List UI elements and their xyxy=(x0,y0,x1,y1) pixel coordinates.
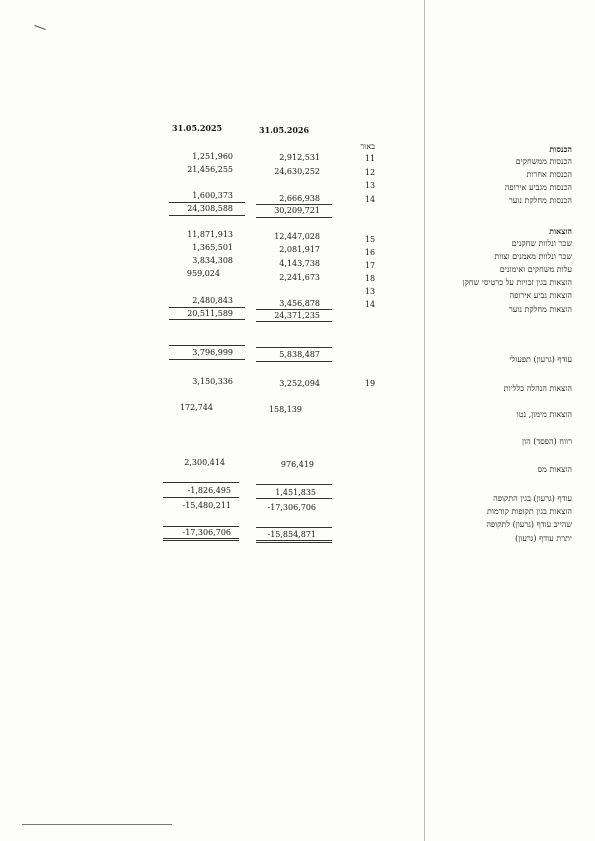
income-note: 12 xyxy=(364,168,376,177)
tax-value-2025: 2,300,414 xyxy=(184,458,225,467)
income-value-2025: 1,600,373 xyxy=(192,191,233,200)
balance-double-rule-2025-b xyxy=(163,540,239,541)
column-header-2025: 31.05.2025 xyxy=(172,123,223,133)
operating-value-2026: 5,838,487 xyxy=(279,350,320,359)
operating-top-rule-2026 xyxy=(256,347,332,348)
prior-expenses-label: הוצאות בגין תקופות קודמות xyxy=(487,507,572,516)
balance-double-rule-2026-b xyxy=(256,542,332,543)
balance-double-rule-2025-a xyxy=(163,538,239,539)
surplus-period-value-2026: 1,451,835 xyxy=(275,488,316,497)
expenses-total-2026: 24,371,235 xyxy=(274,311,320,320)
income-total-rule-2026 xyxy=(256,217,332,218)
income-value-2025: 1,251,960 xyxy=(192,152,233,161)
admin-note: 19 xyxy=(364,379,376,388)
income-value-2026: 24,630,252 xyxy=(274,167,320,176)
expenses-label: שכר ונלוות מאמנים וצוות xyxy=(494,252,572,261)
expenses-label: הוצאות מחלקת נוער xyxy=(508,305,572,314)
surplus-top-rule-2025 xyxy=(163,482,239,483)
expenses-note: 18 xyxy=(364,274,376,283)
bottom-scan-line xyxy=(22,824,172,825)
tax-value-2026: 976,419 xyxy=(280,460,314,469)
income-total-2025: 24,308,588 xyxy=(187,204,233,213)
scan-mark xyxy=(34,25,46,30)
prior-expenses-value-2026: -17,306,706 xyxy=(267,503,316,512)
surplus-period-value-2025: -1,826,495 xyxy=(187,486,231,495)
profit-label: רווח (הפסד) הון xyxy=(522,437,572,446)
expenses-note: 16 xyxy=(364,248,376,257)
expenses-label: עלות משחקים ואימונים xyxy=(499,265,572,274)
attributed-label: שהייב עודף (גרעון) לתקופה xyxy=(486,520,572,529)
income-label: הכנסות ממשחקים xyxy=(515,157,572,166)
expenses-value-2026: 4,143,738 xyxy=(279,259,320,268)
income-note: 13 xyxy=(364,181,376,190)
column-header-2026: 31.05.2026 xyxy=(259,125,310,135)
admin-value-2026: 3,252,094 xyxy=(279,379,320,388)
income-label: הכנסות אחרות xyxy=(526,170,572,179)
surplus-period-label: עודף (גרעון) בגין התקופה xyxy=(493,494,572,503)
surplus-bottom-rule-2026 xyxy=(256,498,332,499)
expenses-note: 14 xyxy=(364,300,376,309)
finance-label: הוצאות מימון, נטו xyxy=(516,410,572,419)
expenses-value-2026: 3,456,878 xyxy=(279,299,320,308)
expenses-label: שכר ונלוות שחקנים xyxy=(511,239,572,248)
expenses-note: 17 xyxy=(364,261,376,270)
expenses-total-rule-2026 xyxy=(256,321,332,322)
balance-value-2025: -17,306,706 xyxy=(182,528,231,537)
expenses-value-2026: 12,447,028 xyxy=(274,232,320,241)
income-value-2025: 21,456,255 xyxy=(187,165,233,174)
expenses-value-2026: 2,081,917 xyxy=(279,245,320,254)
surplus-bottom-rule-2025 xyxy=(163,497,239,498)
operating-value-2025: 3,796,999 xyxy=(192,348,233,357)
income-note: 11 xyxy=(364,154,376,163)
prior-expenses-value-2025: -15,480,211 xyxy=(182,501,231,510)
expenses-total-2025: 20,511,589 xyxy=(187,309,233,318)
expenses-value-2025: 1,365,501 xyxy=(192,243,233,252)
tax-label: הוצאות מס xyxy=(537,465,572,474)
income-label: הכנסות מחלקת נוער xyxy=(508,196,572,205)
expenses-label: הוצאות בגין זכויות על כרטיסי שחקן xyxy=(462,278,572,287)
expenses-value-2026: 2,241,673 xyxy=(279,273,320,282)
expenses-total-rule-2025 xyxy=(169,319,245,320)
finance-value-2025: 172,744 xyxy=(179,403,213,412)
income-subtotal-rule-2025 xyxy=(169,202,245,203)
income-note: 14 xyxy=(364,195,376,204)
expenses-note: 13 xyxy=(364,287,376,296)
expenses-note: 15 xyxy=(364,235,376,244)
operating-bottom-rule-2026 xyxy=(256,361,332,362)
page-edge-line xyxy=(424,0,425,841)
operating-bottom-rule-2025 xyxy=(169,359,245,360)
operating-label: עודף (גרעון) תפעולי xyxy=(509,355,572,364)
income-value-2026: 2,912,531 xyxy=(279,153,320,162)
expenses-subtotal-rule-2026 xyxy=(256,309,332,310)
income-value-2026: 2,666,938 xyxy=(279,194,320,203)
expenses-value-2025: 3,834,308 xyxy=(192,256,233,265)
expenses-subtotal-rule-2025 xyxy=(169,307,245,308)
income-total-rule-2025 xyxy=(169,215,245,216)
expenses-value-2025: 959,024 xyxy=(186,269,220,278)
surplus-top-rule-2026 xyxy=(256,484,332,485)
admin-label: הוצאות הנהלה כלליות xyxy=(503,384,572,393)
column-header-note: באור xyxy=(360,142,375,151)
expenses-value-2025: 2,480,843 xyxy=(192,296,233,305)
balance-value-2026: -15,854,871 xyxy=(267,530,316,539)
operating-top-rule-2025 xyxy=(169,345,245,346)
expenses-value-2025: 11,871,913 xyxy=(187,230,233,239)
admin-value-2025: 3,150,336 xyxy=(192,377,233,386)
balance-label: יתרת עודף (גרעון) xyxy=(515,534,572,543)
income-title: הכנסות xyxy=(549,144,572,154)
balance-double-rule-2026-a xyxy=(256,540,332,541)
income-label: הכנסות מגביע אירופה xyxy=(504,183,572,192)
income-total-2026: 30,209,721 xyxy=(274,206,320,215)
expenses-title: הוצאות xyxy=(549,226,572,236)
expenses-label: הוצאות גביע אירופה xyxy=(509,291,572,300)
balance-top-rule-2026 xyxy=(256,527,332,528)
balance-top-rule-2025 xyxy=(163,526,239,527)
income-subtotal-rule-2026 xyxy=(256,204,332,205)
finance-value-2026: 158,139 xyxy=(268,405,302,414)
